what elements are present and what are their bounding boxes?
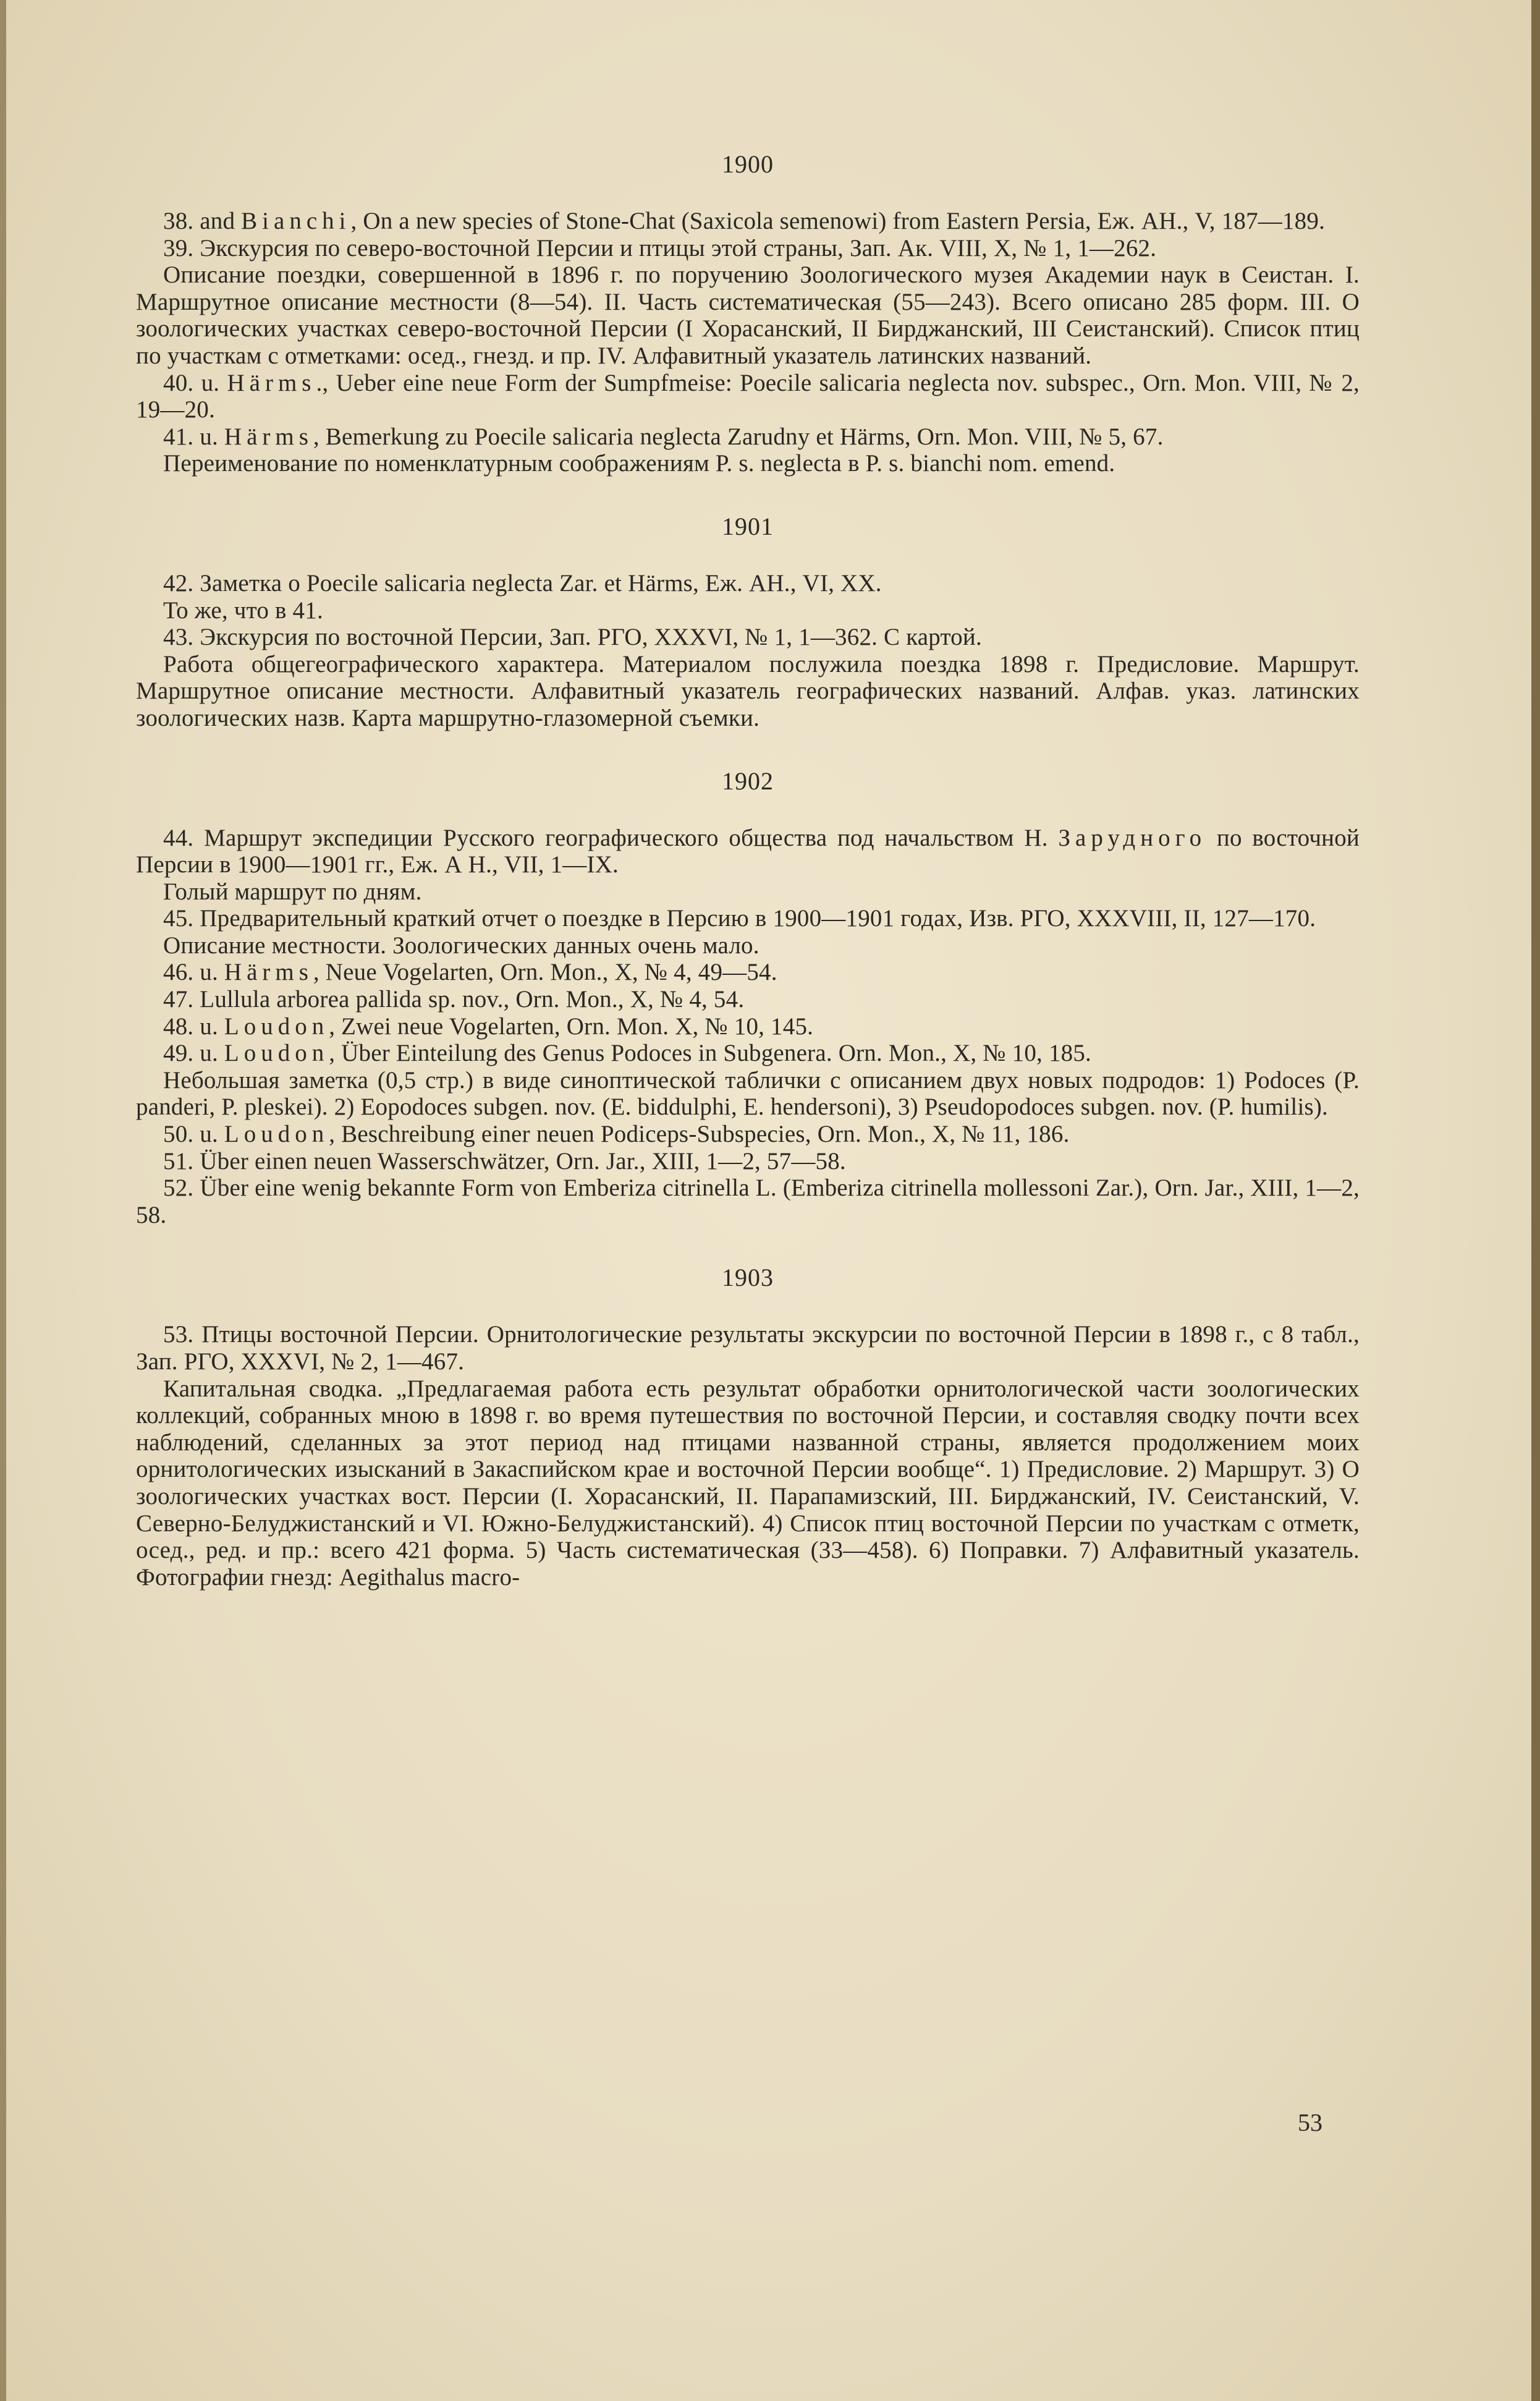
entry-40: 40. u. Härms., Ueber eine neue Form der Sumpfmeise: Poecile salicaria neglecta nov. subspec., Orn. Mon. VIII, № 2, 19—20. bbox=[136, 369, 1360, 423]
page-right-edge bbox=[1531, 0, 1540, 2401]
year-heading-1902: 1902 bbox=[722, 767, 774, 795]
year-heading-1903: 1903 bbox=[722, 1264, 774, 1292]
entry-49: 49. u. Loudon, Über Einteilung des Genus Podoces in Subgenera. Orn. Mon., X, № 10, 185. bbox=[163, 1040, 1091, 1067]
entry-44-annotation: Голый маршрут по дням. bbox=[163, 878, 422, 905]
entry-41-annotation: Переименование по номенклатурным соображениям P. s. neglecta в P. s. bianchi nom. emend. bbox=[163, 450, 1115, 477]
year-heading-1901: 1901 bbox=[722, 512, 774, 540]
year-heading-1900: 1900 bbox=[722, 150, 774, 178]
page-left-edge bbox=[0, 0, 6, 2401]
page-number: 53 bbox=[1298, 2109, 1322, 2136]
entry-53-annotation: Капитальная сводка. „Предлагаемая работа есть результат обработки орнитологической части зоологических коллекций, собранных мною в 1898 г. во время путешествия по восточной Персии, и составляя сводку почти всех наблюдений, сделанных за этот период над птицами названной страны, является продолжением моих орнитологических изысканий в Закаспийском крае и восточной Персии вообще“. 1) Предисловие. 2) Маршрут. 3) О зоологических участках вост. Персии (I. Хорасанский, II. Парапамизский, III. Бирджанский, IV. Сеистанский, V. Северно-Белуджистанский и VI. Южно-Белуджистанский). 4) Список птиц восточной Персии по участкам с отметк, осед., ред. и пр.: всего 421 форма. 5) Часть систематическая (33—458). 6) Поправки. 7) Алфавитный указатель. Фотографии гнезд: Aegithalus macro- bbox=[136, 1375, 1360, 1591]
entry-45: 45. Предварительный краткий отчет о поездке в Персию в 1900—1901 годах, Изв. РГО, XXXVIII, II, 127—170. bbox=[163, 905, 1316, 932]
entry-51: 51. Über einen neuen Wasserschwätzer, Orn. Jar., XIII, 1—2, 57—58. bbox=[163, 1147, 846, 1175]
entry-53: 53. Птицы восточной Персии. Орнитологические результаты экскурсии по восточной Персии в 1898 г., с 8 табл., Зап. РГО, XXXVI, № 2, 1—467. bbox=[136, 1321, 1360, 1375]
entry-46: 46. u. Härms, Neue Vogelarten, Orn. Mon., X, № 4, 49—54. bbox=[163, 959, 777, 986]
entry-49-annotation: Небольшая заметка (0,5 стр.) в виде синоптической таблички с описанием двух новых подродов: 1) Podoces (P. panderi, P. pleskei). 2) Eopodoces subgen. nov. (E. biddulphi, E. hendersoni), 3) Pseudopodoces subgen. nov. (P. humilis). bbox=[136, 1066, 1360, 1121]
entry-42-annotation: То же, что в 41. bbox=[163, 597, 323, 624]
entry-43: 43. Экскурсия по восточной Персии, Зап. РГО, XXXVI, № 1, 1—362. С картой. bbox=[163, 624, 982, 651]
entry-48: 48. u. Loudon, Zwei neue Vogelarten, Orn. Mon. X, № 10, 145. bbox=[163, 1013, 814, 1040]
entry-52: 52. Über eine wenig bekannte Form von Emberiza citrinella L. (Emberiza citrinella mollessoni Zar.), Orn. Jar., XIII, 1—2, 58. bbox=[136, 1175, 1360, 1228]
entry-39: 39. Экскурсия по северо-восточной Персии и птицы этой страны, Зап. Ак. VIII, X, № 1, 1—262. bbox=[163, 234, 1157, 261]
entry-50: 50. u. Loudon, Beschreibung einer neuen Podiceps-Subspecies, Orn. Mon., X, № 11, 186. bbox=[163, 1121, 1070, 1148]
entry-47: 47. Lullula arborea pallida sp. nov., Orn. Mon., X, № 4, 54. bbox=[163, 986, 745, 1013]
entry-38: 38. and Bianchi, On a new species of Stone-Chat (Saxicola semenowi) from Eastern Persia, Еж. АН., V, 187—189. bbox=[163, 208, 1326, 234]
page-content bbox=[136, 148, 1360, 1591]
entry-44: 44. Маршрут экспедиции Русского географического общества под начальством Н. Зарудного по восточной Персии в 1900—1901 гг., Еж. А Н., VII, 1—IX. bbox=[136, 824, 1360, 878]
entry-45-annotation: Описание местности. Зоологических данных очень мало. bbox=[163, 932, 759, 959]
entry-42: 42. Заметка о Poecile salicaria neglecta Zar. et Härms, Еж. АН., VI, XX. bbox=[163, 569, 882, 597]
entry-39-annotation: Описание поездки, совершенной в 1896 г. по поручению Зоологического музея Академии наук в Сеистан. I. Маршрутное описание местности (8—54). II. Часть систематическая (55—243). Всего описано 285 форм. III. О зоологических участках северо-восточной Персии (I Хорасанский, II Бирджанский, III Сеистанский). Список птиц по участкам с отметками: осед., гнезд. и пр. IV. Алфавитный указатель латинских названий. bbox=[136, 261, 1360, 369]
entry-41: 41. u. Härms, Bemerkung zu Poecile salicaria neglecta Zarudny et Härms, Orn. Mon. VIII, № 5, 67. bbox=[163, 423, 1164, 450]
entry-43-annotation: Работа общегеографического характера. Материалом послужила поездка 1898 г. Предисловие. Маршрут. Маршрутное описание местности. Алфавитный указатель географических названий. Алфав. указ. латинских зоологических назв. Карта маршрутно-глазомерной съемки. bbox=[136, 650, 1360, 731]
